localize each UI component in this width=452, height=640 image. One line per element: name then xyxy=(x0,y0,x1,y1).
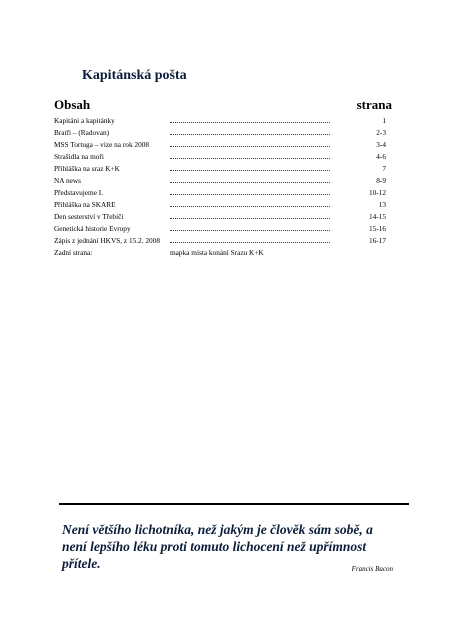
toc-row xyxy=(54,151,386,163)
toc-row xyxy=(54,163,386,175)
toc-row xyxy=(54,127,386,139)
toc-item-label: MSS Tortuga – vize na rok 2008 xyxy=(54,140,150,149)
dot-leader xyxy=(170,218,330,219)
toc-row xyxy=(54,115,386,127)
back-page-value: mapka místa konání Srazu K+K xyxy=(170,248,264,257)
toc-page-heading: strana xyxy=(356,97,392,112)
toc-row xyxy=(54,139,386,151)
toc-item-label: Zápis z jednání HKVS, z 15.2. 2008 xyxy=(54,236,160,245)
dot-leader xyxy=(170,170,330,171)
quote-line: přítele. xyxy=(62,556,101,571)
toc-item-page: 7 xyxy=(382,164,386,173)
toc-row xyxy=(54,235,386,247)
dot-leader xyxy=(170,230,330,231)
toc-item-label: Bratři – (Radovan) xyxy=(54,128,110,137)
quote-line: Není většího lichotníka, než jakým je člověk sám sobě, a xyxy=(62,522,373,537)
toc-heading: Obsah xyxy=(54,97,91,112)
toc-item-page: 8-9 xyxy=(376,176,386,185)
toc-item-label: Kapitáni a kapitánky xyxy=(54,116,115,125)
toc-row xyxy=(54,223,386,235)
dot-leader xyxy=(170,122,330,123)
dot-leader xyxy=(170,242,330,243)
toc-header xyxy=(54,97,392,113)
toc-row xyxy=(54,187,386,199)
toc-item-page: 4-6 xyxy=(376,152,386,161)
toc-item-page: 10-12 xyxy=(368,188,386,197)
toc-row xyxy=(54,211,386,223)
toc-item-label: Genetická historie Evropy xyxy=(54,224,131,233)
back-page-note xyxy=(54,248,394,260)
toc-item-label: Představujeme I. xyxy=(54,188,104,197)
quote xyxy=(62,521,397,572)
dot-leader xyxy=(170,182,330,183)
toc-item-page: 3-4 xyxy=(376,140,386,149)
quote-line: není lepšího léku proti tomuto lichocení než upřímnost xyxy=(62,539,367,554)
toc-item-page: 13 xyxy=(378,200,386,209)
table-of-contents xyxy=(54,115,386,247)
toc-item-page: 2-3 xyxy=(376,128,386,137)
toc-row xyxy=(54,199,386,211)
toc-item-page: 1 xyxy=(382,116,386,125)
toc-item-page: 15-16 xyxy=(368,224,386,233)
dot-leader xyxy=(170,158,330,159)
toc-item-label: Přihláška na SKARE xyxy=(54,200,116,209)
quote-author: Francis Bacon xyxy=(351,565,393,573)
toc-row xyxy=(54,175,386,187)
toc-item-label: Den sesterství v Třebíči xyxy=(54,212,124,221)
toc-item-label: NA news xyxy=(54,176,81,185)
dot-leader xyxy=(170,206,330,207)
dot-leader xyxy=(170,146,330,147)
toc-item-label: Strašidla na moři xyxy=(54,152,104,161)
back-page-label: Zadní strana: xyxy=(54,248,93,257)
page-title: Kapitánská pošta xyxy=(82,68,187,83)
dot-leader xyxy=(170,134,330,135)
dot-leader xyxy=(170,194,330,195)
toc-item-page: 14-15 xyxy=(368,212,386,221)
toc-item-page: 16-17 xyxy=(368,236,386,245)
divider xyxy=(59,503,409,505)
toc-item-label: Přihláška na sraz K+K xyxy=(54,164,120,173)
